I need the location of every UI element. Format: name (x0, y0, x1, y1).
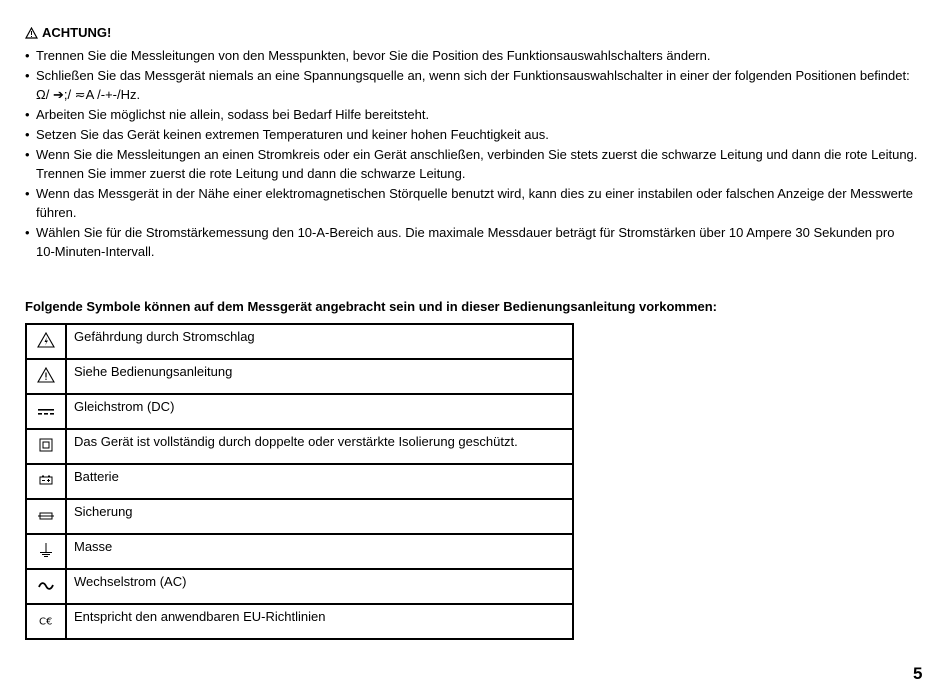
warning-item (25, 125, 925, 144)
symbol-row (26, 324, 573, 359)
symbol-cell (26, 569, 66, 604)
warning-item (25, 105, 925, 124)
symbol-cell (26, 324, 66, 359)
symbol-row (26, 394, 573, 429)
symbol-cell (26, 429, 66, 464)
double-insulation-icon (36, 436, 56, 454)
warning-list (25, 46, 925, 262)
symbol-description: Gefährdung durch Stromschlag (66, 324, 573, 359)
page-number: 5 (913, 664, 923, 683)
warning-item-line: 10-Minuten-Intervall. (36, 244, 155, 259)
symbol-row (26, 604, 573, 639)
warning-item-line: • Arbeiten Sie möglichst nie allein, sodass bei Bedarf Hilfe bereitsteht. (36, 107, 430, 122)
fuse-icon (36, 506, 56, 524)
symbol-cell (26, 359, 66, 394)
symbol-description: Das Gerät ist vollständig durch doppelte oder verstärkte Isolierung geschützt. (66, 429, 573, 464)
warning-heading (25, 25, 111, 40)
symbol-cell (26, 464, 66, 499)
ground-icon (36, 541, 56, 559)
symbol-cell (26, 499, 66, 534)
warning-item-line: • Trennen Sie die Messleitungen von den Messpunkten, bevor Sie die Position des Funktionsauswahlschalters ändern. (36, 48, 711, 63)
symbol-row (26, 534, 573, 569)
warning-item-line: • Schließen Sie das Messgerät niemals an eine Spannungsquelle an, wenn sich der Funktionsauswahlschalter in einer der folgenden Positionen befindet: (36, 68, 910, 83)
symbols-table (25, 323, 574, 640)
symbol-cell (26, 394, 66, 429)
warning-item-line: führen. (36, 205, 77, 220)
symbol-description: Gleichstrom (DC) (66, 394, 573, 429)
symbol-cell (26, 604, 66, 639)
electric-shock-warning-icon (36, 331, 56, 349)
warning-item-line: • Setzen Sie das Gerät keinen extremen Temperaturen und keiner hohen Feuchtigkeit aus. (36, 127, 549, 142)
caution-triangle-icon (36, 366, 56, 384)
symbol-row (26, 464, 573, 499)
warning-item-line: Trennen Sie immer zuerst die rote Leitung und dann die schwarze Leitung. (36, 166, 466, 181)
dc-current-icon (36, 401, 56, 419)
svg-text:C€: C€ (39, 616, 53, 628)
symbol-row (26, 569, 573, 604)
symbol-row (26, 499, 573, 534)
symbol-description: Entspricht den anwendbaren EU-Richtlinien (66, 604, 573, 639)
warning-item-line: • Wenn Sie die Messleitungen an einen Stromkreis oder ein Gerät anschließen, verbinden Sie stets zuerst die schwarze Leitung und dann die rote Leitung. (36, 147, 918, 162)
symbol-row (26, 359, 573, 394)
warning-item (25, 223, 925, 261)
battery-icon (36, 471, 56, 489)
symbol-description: Masse (66, 534, 573, 569)
warning-item (25, 145, 925, 183)
symbol-description: Sicherung (66, 499, 573, 534)
symbols-heading: Folgende Symbole können auf dem Messgerät angebracht sein und in dieser Bedienungsanleitung vorkommen: (25, 299, 718, 314)
symbol-description: Siehe Bedienungsanleitung (66, 359, 573, 394)
symbol-cell (26, 534, 66, 569)
warning-title: ACHTUNG! (42, 25, 112, 40)
warning-item (25, 46, 925, 65)
ac-current-icon (36, 576, 56, 594)
warning-item-line: • Wenn das Messgerät in der Nähe einer elektromagnetischen Störquelle benutzt wird, kann dies zu einer instabilen oder falschen Anzeige der Messwerte (36, 186, 914, 201)
warning-triangle-icon (25, 27, 38, 39)
warning-item (25, 184, 925, 222)
warning-item-line: Ω/ ➔;/ ≂A /-+-/Hz. (36, 87, 141, 102)
warning-item (25, 66, 925, 104)
symbol-description: Wechselstrom (AC) (66, 569, 573, 604)
symbol-description: Batterie (66, 464, 573, 499)
ce-mark-icon (36, 611, 56, 629)
warning-item-line: • Wählen Sie für die Stromstärkemessung den 10-A-Bereich aus. Die maximale Messdauer beträgt für Stromstärken über 10 Ampere 30 Sekunden pro (36, 225, 895, 240)
symbol-row (26, 429, 573, 464)
